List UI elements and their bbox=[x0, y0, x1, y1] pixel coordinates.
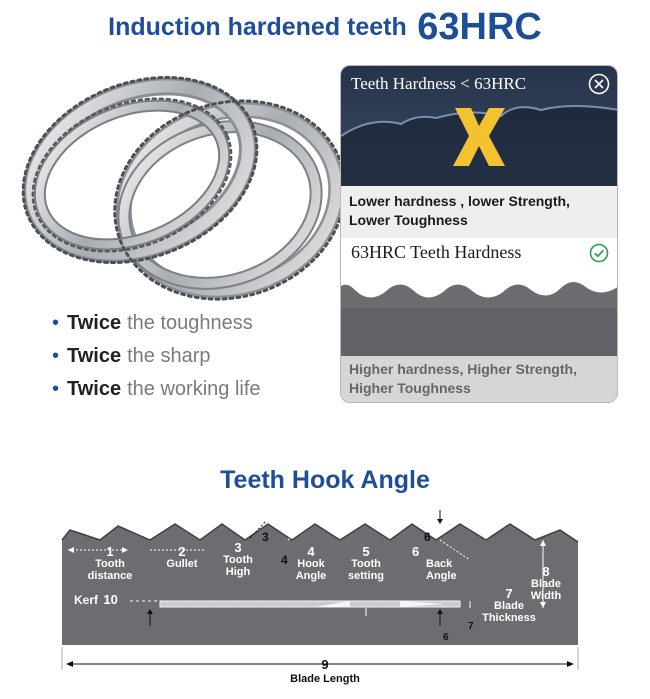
check-circle-icon bbox=[589, 243, 609, 263]
back-angle-bottom-marker: 6 bbox=[443, 632, 449, 643]
benefit-text: the toughness bbox=[127, 312, 253, 334]
label-line: setting bbox=[347, 570, 385, 582]
caption-line: Higher Toughness bbox=[349, 380, 471, 396]
benefit-text: the sharp bbox=[127, 345, 211, 367]
coiled-bandsaw-blades-image bbox=[20, 55, 340, 305]
benefits-list bbox=[52, 312, 261, 411]
cross-circle-icon bbox=[587, 72, 611, 96]
hook-angle-label bbox=[288, 546, 334, 582]
caption-line: Higher hardness, Higher Strength, bbox=[349, 361, 577, 377]
blade-length-number: 9 bbox=[321, 657, 329, 672]
back-angle-label bbox=[412, 546, 456, 582]
label-line: Angle bbox=[426, 570, 457, 582]
benefit-text: the working life bbox=[127, 378, 261, 400]
label-number: 8 bbox=[542, 564, 550, 579]
tooth-high-marker: 3 bbox=[262, 530, 269, 544]
tooth-distance-label bbox=[80, 546, 140, 582]
label-line: High bbox=[225, 566, 251, 578]
label-number: 2 bbox=[178, 544, 186, 559]
label-line: Kerf bbox=[74, 593, 99, 607]
low-hardness-caption bbox=[341, 186, 618, 238]
benefit-strong: Twice bbox=[67, 312, 122, 334]
label-line: Blade bbox=[494, 600, 524, 612]
label-number: 5 bbox=[362, 544, 370, 559]
sharp-teeth-illustration bbox=[341, 268, 618, 356]
label-line: Angle bbox=[295, 570, 327, 582]
headline-hrc: 63HRC bbox=[417, 6, 542, 48]
thickness-bottom-marker: 7 bbox=[468, 621, 474, 632]
gullet-label bbox=[160, 546, 204, 570]
blade-thickness-label bbox=[476, 588, 542, 624]
benefit-strong: Twice bbox=[67, 378, 122, 400]
back-angle-top-marker: 6 bbox=[424, 530, 431, 544]
caption-line: Lower hardness , lower Strength, bbox=[349, 193, 570, 209]
label-number: 7 bbox=[505, 586, 513, 601]
diagram-title: Teeth Hook Angle bbox=[220, 466, 430, 494]
high-hardness-header bbox=[341, 238, 618, 268]
tooth-setting-label bbox=[340, 546, 392, 582]
label-number: 10 bbox=[103, 592, 118, 607]
label-line: distance bbox=[87, 570, 133, 582]
blade-length-label: Blade Length bbox=[290, 673, 360, 685]
benefit-strong: Twice bbox=[67, 345, 122, 367]
label-line: Blade bbox=[531, 578, 561, 590]
label-line: Width bbox=[530, 590, 562, 602]
low-hardness-title: Teeth Hardness < 63HRC bbox=[351, 74, 527, 93]
bullet-icon: • bbox=[52, 312, 60, 334]
bullet-icon: • bbox=[52, 345, 60, 367]
hardness-comparison-card bbox=[340, 65, 618, 403]
label-number: 4 bbox=[307, 544, 315, 559]
label-line: Gullet bbox=[166, 558, 198, 570]
label-line: Hook bbox=[297, 558, 325, 570]
label-number: 6 bbox=[412, 544, 420, 559]
label-number: 3 bbox=[234, 540, 242, 555]
label-line: Tooth bbox=[351, 558, 381, 570]
label-number: 1 bbox=[106, 544, 114, 559]
yellow-x-mark-icon bbox=[449, 104, 509, 170]
benefit-item bbox=[52, 312, 261, 335]
kerf-label bbox=[74, 594, 118, 606]
benefit-item bbox=[52, 345, 261, 368]
main-headline bbox=[0, 6, 650, 49]
tooth-high-label bbox=[215, 542, 261, 578]
label-line: Thickness bbox=[482, 612, 536, 624]
label-line: Tooth bbox=[95, 558, 125, 570]
label-line: Tooth bbox=[223, 554, 253, 566]
hook-angle-marker: 4 bbox=[281, 553, 288, 567]
benefit-item bbox=[52, 378, 261, 401]
caption-line: Lower Toughness bbox=[349, 212, 468, 228]
headline-text: Induction hardened teeth bbox=[108, 13, 407, 41]
low-hardness-photo bbox=[341, 66, 618, 186]
high-hardness-caption bbox=[341, 356, 618, 403]
high-hardness-title: 63HRC Teeth Hardness bbox=[351, 242, 522, 262]
bullet-icon: • bbox=[52, 378, 60, 400]
label-line: Back bbox=[426, 558, 453, 570]
